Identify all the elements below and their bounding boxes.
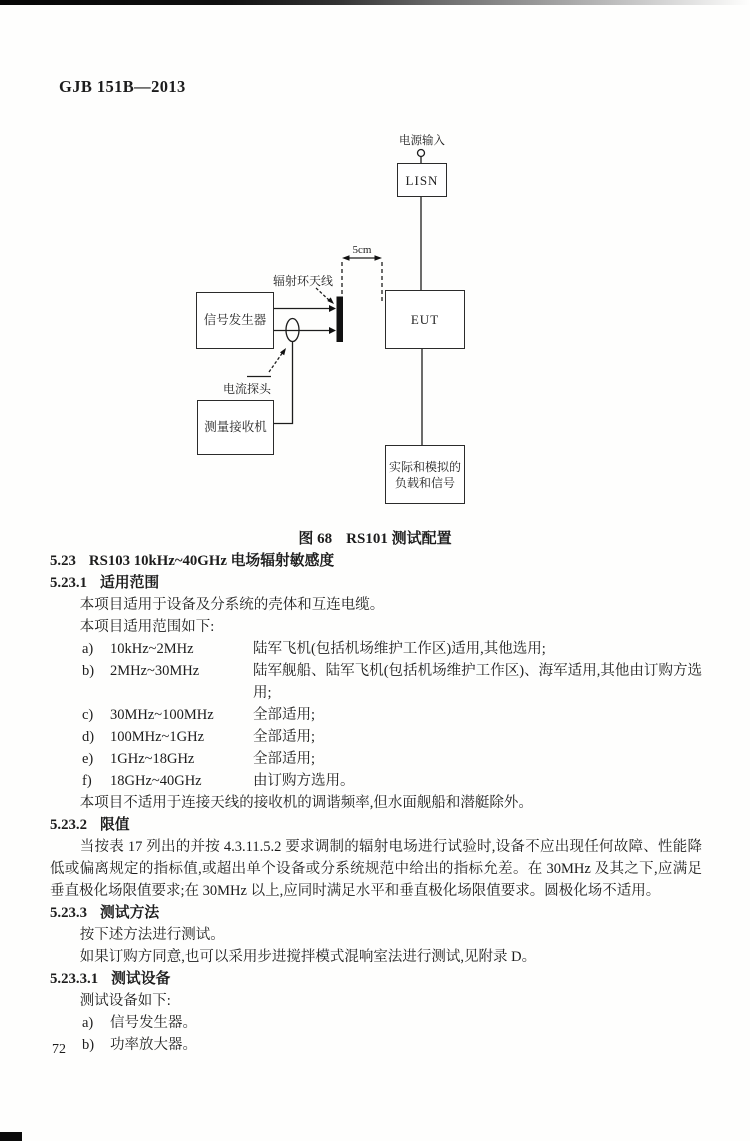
antenna-connector-upper [329,305,336,312]
list-letter: a) [82,641,94,657]
section-title: 测试方法 [100,905,160,921]
power-terminal-circle [418,150,425,157]
frequency-range: 30MHz~100MHz [110,707,214,723]
figure-number: 图 68 [298,531,333,547]
measurement-receiver-box-label: 测量接收机 [204,420,267,434]
dimension-arrow-right [375,255,383,260]
paragraph-method-2: 如果订购方同意,也可以采用步进搅拌模式混响室法进行测试,见附录 D。 [79,949,537,965]
equipment-name: 功率放大器。 [110,1037,197,1053]
probe-label-leader-diagonal [269,352,283,372]
paragraph-method-1: 按下述方法进行测试。 [79,927,225,943]
antenna-leader-arrowhead [327,297,334,304]
applicability-text: 全部适用; [253,751,316,767]
section-number: 5.23.2 [50,817,87,833]
equipment-list-item [50,1034,702,1056]
antenna-connector-lower [329,327,336,334]
probe-leader-arrowhead [280,348,286,355]
frequency-range: 10kHz~2MHz [110,641,194,657]
loads-box-label-line1: 实际和模拟的 [388,459,461,474]
distance-5cm-label: 5cm [352,244,372,256]
section-number: 5.23 [50,553,76,569]
paragraph-scope-1: 本项目适用于设备及分系统的壳体和互连电缆。 [79,597,385,613]
eut-box-label: EUT [410,312,440,327]
frequency-range: 1GHz~18GHz [110,751,195,767]
equipment-list-item [50,1012,702,1034]
equipment-name: 信号发生器。 [110,1015,197,1031]
paragraph-equipment: 测试设备如下: [79,993,171,1009]
section-number: 5.23.1 [50,575,87,591]
signal-generator-box-label: 信号发生器 [203,313,267,327]
applicability-text: 全部适用; [253,729,316,745]
standard-number-header: GJB 151B—2013 [59,77,186,96]
power-input-label: 电源输入 [399,135,445,147]
list-letter: a) [82,1015,94,1031]
loop-antenna-label: 辐射环天线 [273,274,334,288]
frequency-range: 18GHz~40GHz [110,773,202,789]
list-letter: c) [82,707,94,723]
list-letter: f) [82,773,92,789]
applicability-text: 由订购方选用。 [253,773,355,789]
frequency-range: 100MHz~1GHz [110,729,205,745]
list-letter: b) [82,663,95,679]
section-title: 测试设备 [111,971,171,987]
section-heading-5-23-1 [50,572,702,594]
list-item [50,704,702,726]
figure-title: RS101 测试配置 [346,531,452,547]
loads-box-label-line2: 负载和信号 [394,475,455,490]
page-number: 72 [52,1042,66,1057]
lisn-box-label: LISN [405,172,439,188]
list-letter: b) [82,1037,95,1053]
section-heading-5-23-2 [50,814,702,836]
current-probe-ring [286,319,299,342]
section-heading-5-23-3-1 [50,968,702,990]
list-item [50,748,702,770]
lisn-box [397,163,447,197]
antenna-label-leader [316,288,330,301]
applicability-text: 陆军飞机(包括机场维护工作区)适用,其他选用; [253,641,546,657]
signal-generator-box [196,292,274,349]
section-heading-5-23 [50,550,702,572]
eut-box [385,290,465,349]
loop-antenna-bar [337,297,344,343]
list-item [50,770,702,792]
document-body [50,550,702,1056]
section-number: 5.23.3.1 [50,971,99,987]
section-title: 适用范围 [100,575,160,591]
section-title: RS103 10kHz~40GHz 电场辐射敏感度 [88,553,335,569]
list-letter: e) [82,751,94,767]
paragraph-exclusion: 本项目不适用于连接天线的接收机的调谐频率,但水面舰船和潜艇除外。 [79,795,533,811]
list-letter: d) [82,729,95,745]
paragraph-limit: 当按表 17 列出的并按 4.3.11.5.2 要求调制的辐射电场进行试验时,设备不应出现任何故障、性能降低或偏离规定的指标值,或超出单个设备或分系统规范中给出的指标允差。在 30MHz 及其之下,应满足垂直极化场限值要求;在 30MHz 以上,应同时满足水平和垂直极化场限值要求。圆极化场不适用。 [50,839,702,899]
list-item [50,726,702,748]
probe-receiver-wire [272,342,293,424]
loads-and-signals-box [385,445,465,504]
scan-edge-artifact-top [0,0,750,5]
scan-edge-artifact-bottom [0,1132,22,1141]
applicability-text: 陆军舰船、陆军飞机(包括机场维护工作区)、海军适用,其他由订购方选用; [253,663,702,701]
figure-caption [0,527,750,548]
list-item [50,660,702,704]
section-number: 5.23.3 [50,905,87,921]
applicability-text: 全部适用; [253,707,316,723]
dimension-arrow-left [342,255,350,260]
frequency-range: 2MHz~30MHz [110,663,200,679]
measurement-receiver-box [197,400,274,455]
current-probe-label: 电流探头 [223,382,272,396]
section-heading-5-23-3 [50,902,702,924]
list-item [50,638,702,660]
section-title: 限值 [100,817,130,833]
paragraph-scope-2: 本项目适用范围如下: [79,619,215,635]
